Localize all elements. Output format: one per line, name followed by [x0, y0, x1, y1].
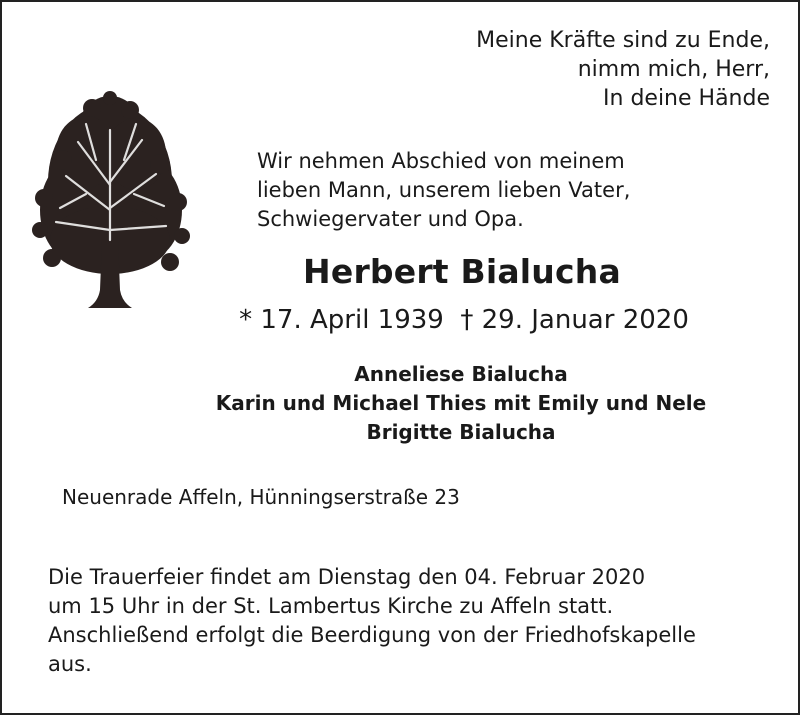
motto-line: Meine Kräfte sind zu Ende,: [476, 28, 770, 53]
service-line: Die Trauerfeier findet am Dienstag den 04. Februar 2020: [48, 565, 646, 589]
motto-line: In deine Hände: [603, 86, 770, 111]
life-dates: * 17. April 1939 † 29. Januar 2020: [239, 305, 689, 335]
family-names: [2, 360, 800, 447]
motto-line: nimm mich, Herr,: [577, 57, 770, 82]
funeral-service-info: [48, 563, 696, 679]
farewell-intro: [257, 147, 630, 234]
family-line: Anneliese Bialucha: [354, 362, 568, 386]
intro-line: Wir nehmen Abschied von meinem: [257, 149, 625, 173]
address: Neuenrade Affeln, Hünningserstraße 23: [62, 485, 460, 509]
intro-line: lieben Mann, unserem lieben Vater,: [257, 178, 631, 202]
intro-line: Schwiegervater und Opa.: [257, 207, 524, 231]
family-line: Karin und Michael Thies mit Emily und Nele: [215, 391, 707, 415]
motto-verse: [476, 26, 770, 113]
deceased-name: Herbert Bialucha: [303, 252, 621, 291]
service-line: um 15 Uhr in der St. Lambertus Kirche zu Affeln statt.: [48, 594, 614, 618]
service-line: Anschließend erfolgt die Beerdigung von der Friedhofskapelle: [48, 623, 696, 647]
family-line: Brigitte Bialucha: [366, 420, 556, 444]
service-line: aus.: [48, 652, 92, 676]
